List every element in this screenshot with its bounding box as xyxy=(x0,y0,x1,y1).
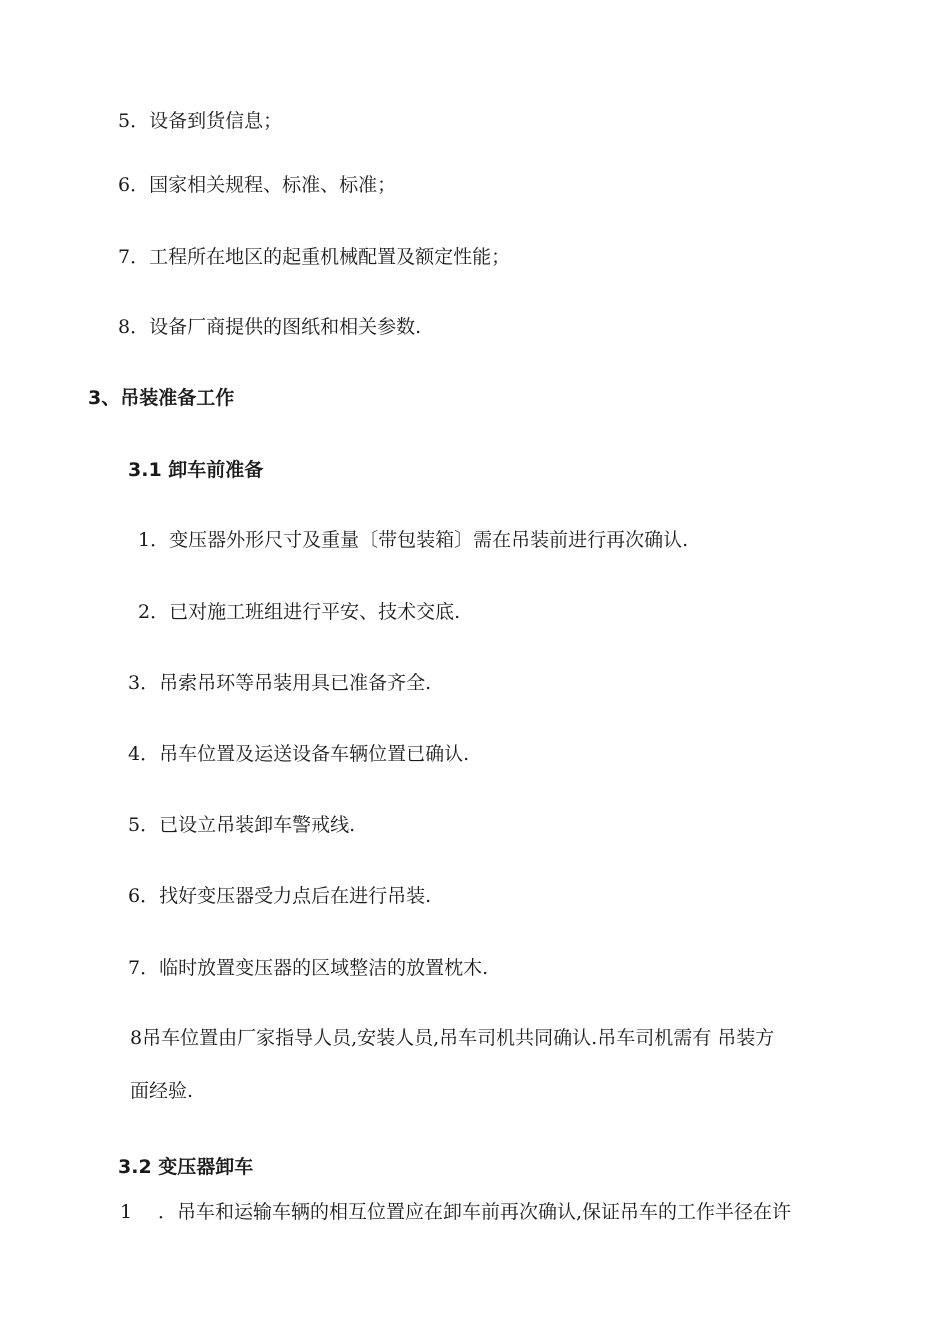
list-item: 6．找好变压器受力点后在进行吊装. xyxy=(128,885,432,907)
list-item-number: 1 xyxy=(120,1201,133,1223)
subsection-heading: 3.1 卸车前准备 xyxy=(128,459,264,481)
list-item: 3．吊索吊环等吊装用具已准备齐全. xyxy=(128,672,432,694)
list-item: 2．已对施工班组进行平安、技术交底. xyxy=(138,601,461,623)
section-heading: 3、吊装准备工作 xyxy=(88,387,235,409)
list-item: 4．吊车位置及运送设备车辆位置已确认. xyxy=(128,743,470,765)
list-item: 5．设备到货信息； xyxy=(118,110,283,132)
list-item: 1．变压器外形尺寸及重量〔带包装箱〕需在吊装前进行再次确认. xyxy=(138,529,689,551)
list-item: ．吊车和运输车辆的相互位置应在卸车前再次确认,保证吊车的工作半径在许 xyxy=(158,1201,792,1223)
list-item: 6．国家相关规程、标准、标准； xyxy=(118,174,397,196)
list-item: 7．工程所在地区的起重机械配置及额定性能； xyxy=(118,246,511,268)
list-item: 5．已设立吊装卸车警戒线. xyxy=(128,814,356,836)
list-item-line1: 8吊车位置由厂家指导人员,安装人员,吊车司机共同确认.吊车司机需有 吊装方 xyxy=(130,1027,775,1049)
list-item: 7．临时放置变压器的区域整洁的放置枕木. xyxy=(128,957,489,979)
subsection-heading: 3.2 变压器卸车 xyxy=(118,1156,254,1178)
list-item-line2: 面经验. xyxy=(130,1080,194,1102)
list-item: 8．设备厂商提供的图纸和相关参数. xyxy=(118,316,422,338)
